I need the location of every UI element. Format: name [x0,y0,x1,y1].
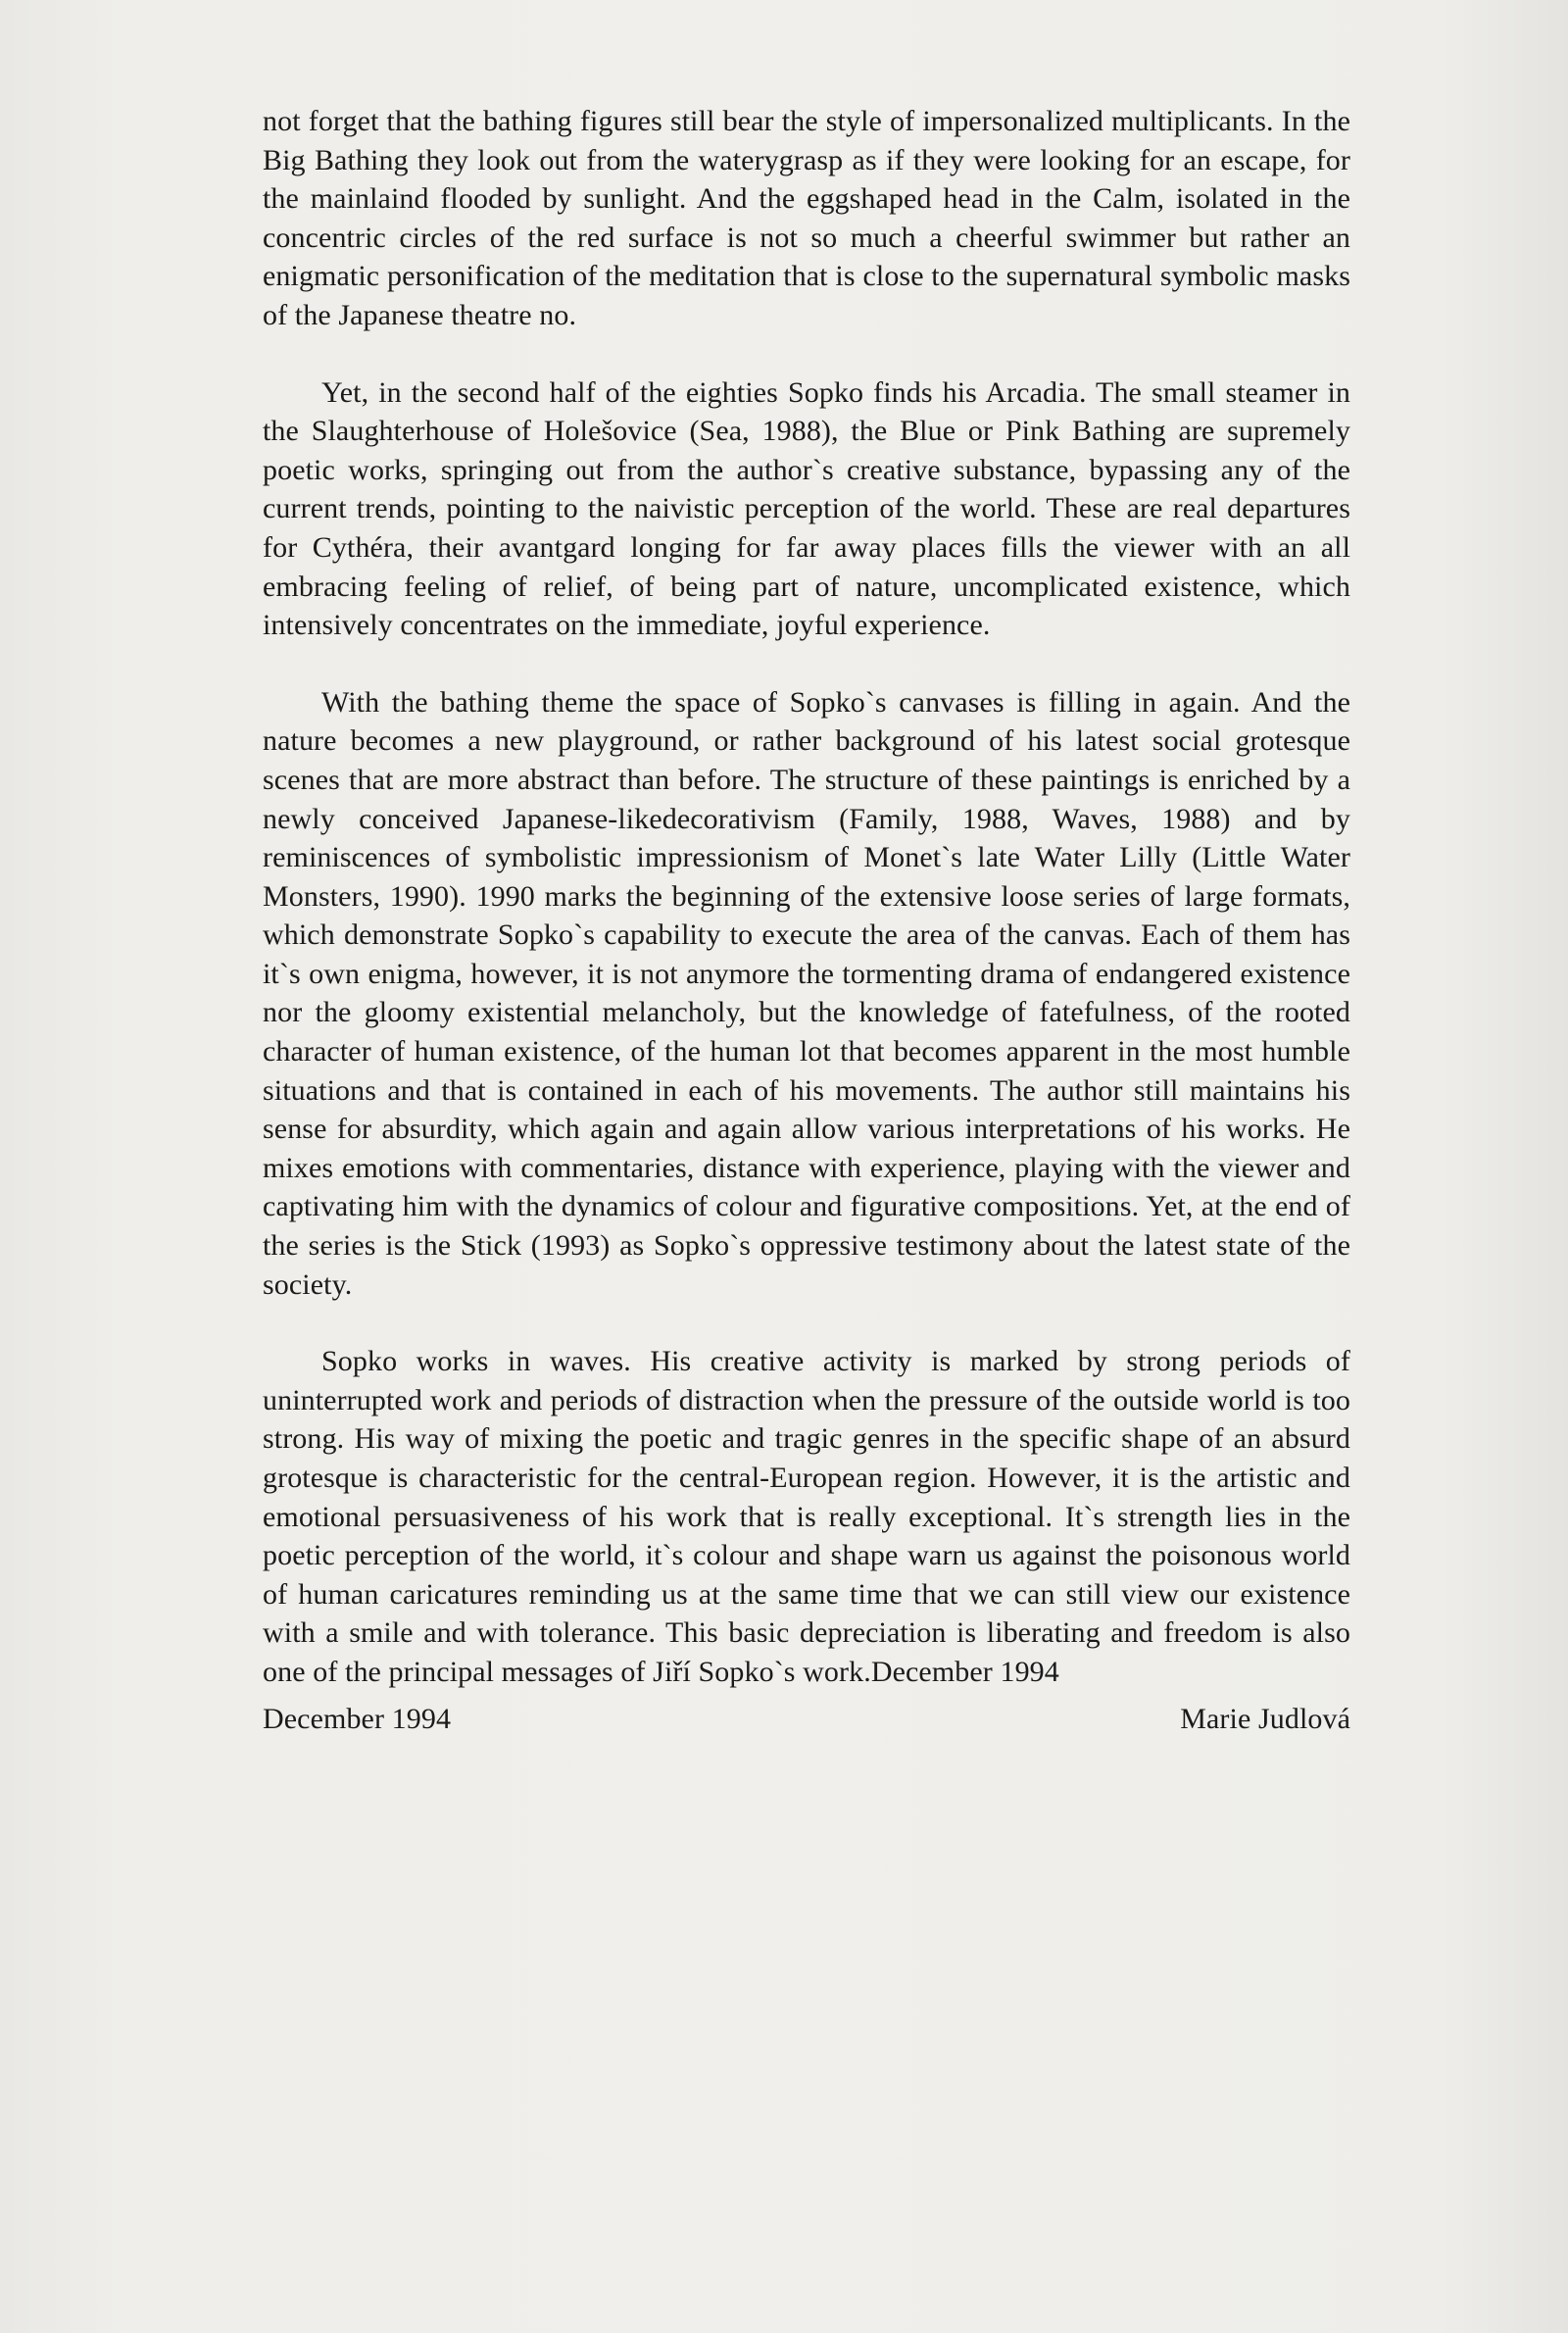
signoff [263,1692,1350,1739]
signoff-date: December 1994 [263,1702,452,1735]
paragraph-3: With the bathing theme the space of Sopko`s canvases is filling in again. And the nature becomes a new playground, or rather background of his latest social grotesque scenes that are more abstract than before. The structure of these paintings is enriched by a newly conceived Japanese-likedecorativism (Family, 1988, Waves, 1988) and by reminiscences of symbolistic impressionism of Monet`s late Water Lilly (Little Water Monsters, 1990). 1990 marks the beginning of the extensive loose series of large formats, which demonstrate Sopko`s capability to execute the area of the canvas. Each of them has it`s own enigma, however, it is not anymore the tormenting drama of endangered existence nor the gloomy existential melancholy, but the knowledge of fatefulness, of the rooted character of human existence, of the human lot that becomes apparent in the most humble situations and that is contained in each of his movements. The author still maintains his sense for absurdity, which again and again allow various interpretations of his works. He mixes emotions with commentaries, distance with experience, playing with the viewer and captivating him with the dynamics of colour and figurative compositions. Yet, at the end of the series is the Stick (1993) as Sopko`s oppressive testimony about the latest state of the society. [263,685,1350,1301]
author-name: Marie Judlová [1180,1702,1350,1735]
paragraph-2: Yet, in the second half of the eighties Sopko finds his Arcadia. The small steamer in the Slaughterhouse of Holešovice (Sea, 1988), the Blue or Pink Bathing are supremely poetic works, springing out from the author`s creative substance, bypassing any of the current trends, pointing to the naivistic perception of the world. These are real departures for Cythéra, their avantgard longing for far away places fills the viewer with an all embracing feeling of relief, of being part of nature, uncomplicated existence, which intensively concentrates on the immediate, joyful experience. [263,375,1350,642]
paragraph-1: not forget that the bathing figures still bear the style of impersonalized multiplicants. In the Big Bathing they look out from the waterygrasp as if they were looking for an escape, for the mainlaind flooded by sunlight. And the eggshaped head in the Calm, isolated in the concentric circles of the red surface is not so much a cheerful swimmer but rather an enigmatic personification of the meditation that is close to the supernatural symbolic masks of the Japanese theatre no. [263,105,1350,331]
article-body [263,102,1350,1738]
paragraph-4: Sopko works in waves. His creative activity is marked by strong periods of uninterrupted work and periods of distraction when the pressure of the outside world is too strong. His way of mixing the poetic and tragic genres in the specific shape of an absurd grotesque is characteristic for the central-European region. However, it is the artistic and emotional persuasiveness of his work that is really exceptional. It`s strength lies in the poetic perception of the world, it`s colour and shape warn us against the poisonous world of human caricatures reminding us at the same time that we can still view our existence with a smile and with tolerance. This basic depreciation is liberating and freedom is also one of the principal messages of Jiří Sopko`s work.December 1994 [263,1345,1350,1688]
